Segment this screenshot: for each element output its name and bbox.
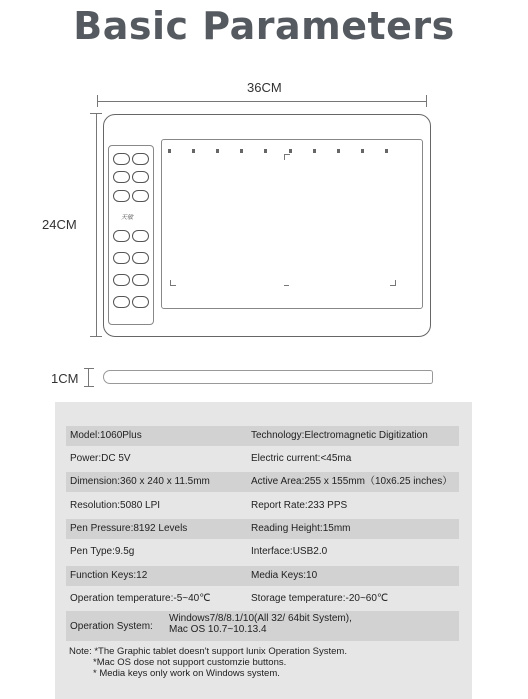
spec-row xyxy=(66,566,459,586)
spec-dimension: Dimension:360 x 240 x 11.5mm xyxy=(70,476,210,487)
spec-resolution: Resolution:5080 LPI xyxy=(70,500,161,511)
media-key-bar xyxy=(168,148,388,154)
note-line: Note: *The Graphic tablet doesn't support lunix Operation System. xyxy=(69,646,347,657)
height-dimension-line xyxy=(96,113,97,337)
spec-row xyxy=(66,472,459,492)
brand-logo: 天敏 xyxy=(121,215,134,221)
spec-model: Model:1060Plus xyxy=(70,430,142,441)
page-title: Basic Parameters xyxy=(73,4,455,48)
width-dimension-label: 36CM xyxy=(247,80,282,95)
spec-row xyxy=(66,426,459,446)
spec-row xyxy=(66,519,459,539)
spec-row xyxy=(66,449,459,469)
tablet-side-view xyxy=(103,370,433,384)
spec-os-windows: Windows7/8/8.1/10(All 32/ 64bit System), xyxy=(169,613,352,624)
spec-electric-current: Electric current:<45ma xyxy=(251,453,352,464)
spec-os-mac: Mac OS 10.7~10.13.4 xyxy=(169,624,267,635)
spec-power: Power:DC 5V xyxy=(70,453,131,464)
spec-report-rate: Report Rate:233 PPS xyxy=(251,500,348,511)
spec-row xyxy=(66,542,459,562)
spec-row xyxy=(66,496,459,516)
spec-reading-height: Reading Height:15mm xyxy=(251,523,351,534)
spec-row xyxy=(66,589,459,609)
spec-pen-type: Pen Type:9.5g xyxy=(70,546,135,557)
spec-function-keys: Function Keys:12 xyxy=(70,570,148,581)
note-line: *Mac OS dose not support customzie buttons. xyxy=(93,657,287,668)
specs-table xyxy=(55,402,472,699)
spec-operation-temperature: Operation temperature:-5~40℃ xyxy=(70,593,211,604)
width-dimension-line xyxy=(97,101,427,102)
height-dimension-label: 24CM xyxy=(42,217,77,232)
spec-technology: Technology:Electromagnetic Digitization xyxy=(251,430,428,441)
note-line: * Media keys only work on Windows system. xyxy=(93,668,280,679)
spec-storage-temperature: Storage temperature:-20~60℃ xyxy=(251,593,389,604)
spec-media-keys: Media Keys:10 xyxy=(251,570,318,581)
spec-interface: Interface:USB2.0 xyxy=(251,546,328,557)
active-area xyxy=(161,139,423,309)
spec-pen-pressure: Pen Pressure:8192 Levels xyxy=(70,523,188,534)
thickness-dimension-label: 1CM xyxy=(51,371,79,386)
function-key-panel xyxy=(108,145,154,325)
spec-os-label: Operation System: xyxy=(70,621,153,632)
spec-active-area: Active Area:255 x 155mm（10x6.25 inches） xyxy=(251,476,453,487)
spec-row-os xyxy=(66,611,459,641)
tablet-top-view xyxy=(103,114,431,337)
